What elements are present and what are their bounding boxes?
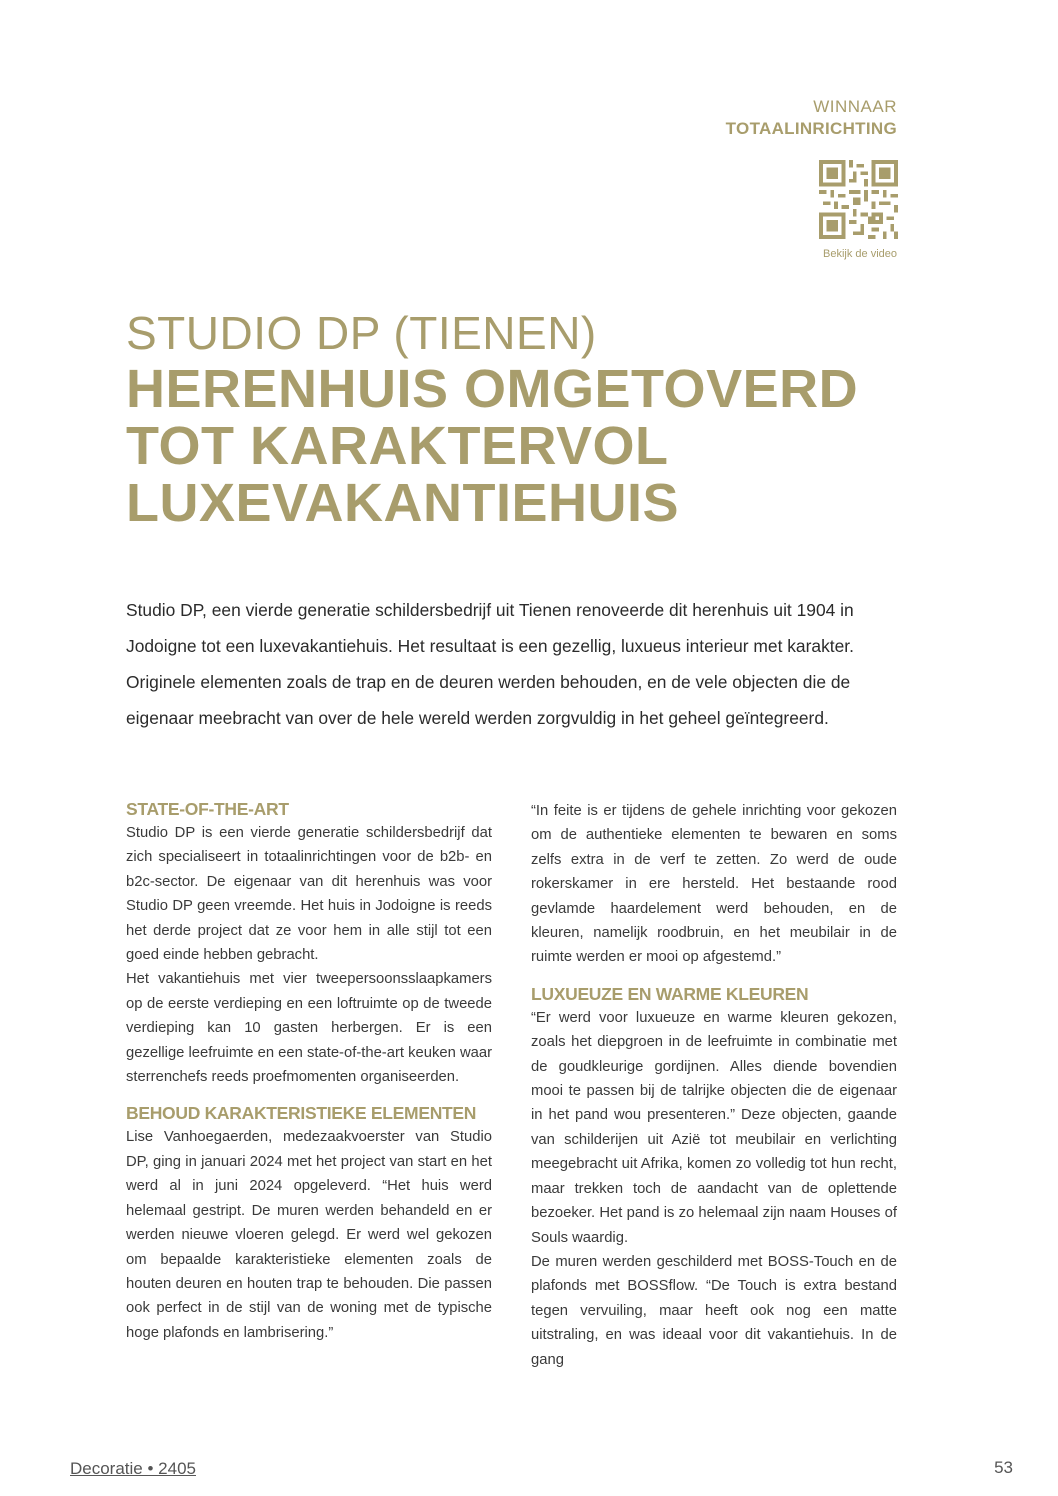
section-heading: BEHOUD KARAKTERISTIEKE ELEMENTEN — [126, 1103, 477, 1124]
body-paragraph: De muren werden geschilderd met BOSS-Touch en de plafonds met BOSSflow. “De Touch is extra bestand tegen vervuiling, maar heeft ook nog een matte uitstraling, en was ideaal voor dit vakantiehuis. In de gang — [531, 1253, 897, 1368]
award-label: WINNAAR — [813, 97, 897, 116]
section-heading: LUXUEUZE EN WARME KLEUREN — [531, 983, 809, 1004]
body-paragraph: Studio DP is een vierde generatie schildersbedrijf dat zich specialiseert in totaalinrichtingen voor de b2b- en b2c-sector. De eigenaar van dit herenhuis was voor Studio DP geen vreemde. Het huis in Jodoigne is reeds het derde project dat ze voor hem in alle stijl tot een goed einde hebben gebracht. — [126, 825, 492, 964]
right-column — [531, 799, 897, 1372]
article-title — [126, 305, 946, 532]
intro-text: Studio DP, een vierde generatie schildersbedrijf uit Tienen renoveerde dit herenhuis uit 1904 in Jodoigne tot een luxevakantiehuis. Het resultaat is een gezellig, luxueus interieur met karakter. Originele elementen zoals de trap en de deuren werden behouden, en de vele objecten die de eigenaar meebracht van over de hele wereld werden zorgvuldig in het geheel geïntegreerd. — [126, 600, 854, 728]
award-category: TOTAALINRICHTING — [725, 119, 897, 138]
body-paragraph: Lise Vanhoegaerden, medezaakvoerster van Studio DP, ging in januari 2024 met het project van start en het werd al in juni 2024 opgeleverd. “Het huis werd helemaal gestript. De muren werden behandeld en er werden nieuwe vloeren gelegd. Er werd wel gekozen om bepaalde karakteristieke elementen zoals de houten deuren en houten trap te behouden. Die passen ook perfect in de stijl van de woning met de typische hoge plafonds en lambrisering.” — [126, 1129, 492, 1341]
page-number: 53 — [994, 1458, 1013, 1477]
body-paragraph: “Er werd voor luxueuze en warme kleuren gekozen, zoals het diepgroen in de leefruimte in combinatie met de goudkleurige gordijnen. Alles diende bovendien mooi te passen bij de talrijke objecten die de eigenaar in het pand wou presenteren.” Deze objecten, gaande van schilderijen uit Azië tot meubilair en verlichting meegebracht uit Afrika, komen zo volledig tot hun recht, maar trekken toch de aandacht van de oplettende bezoeker. Het pand is zo helemaal zijn naam Houses of Souls waardig. — [531, 1009, 897, 1246]
body-paragraph: Het vakantiehuis met vier tweepersoonsslaapkamers op de eerste verdieping en een loftruimte op de tweede verdieping kan 10 gasten herbergen. Er is een gezellige leefruimte en een state-of-the-art keuken waar sterrenchefs reeds proefmomenten organiseerden. — [126, 971, 493, 1086]
qr-caption[interactable]: Bekijk de video — [823, 248, 897, 260]
section-heading: STATE-OF-THE-ART — [126, 799, 289, 819]
left-column — [126, 797, 492, 1345]
title-line: LUXEVAKANTIEHUIS — [126, 473, 680, 533]
qr-code-icon[interactable] — [819, 160, 898, 239]
publication-link[interactable]: Decoratie • 2405 — [70, 1459, 196, 1478]
intro-paragraph — [126, 592, 896, 736]
title-line: TOT KARAKTERVOL — [126, 416, 669, 476]
award-block — [726, 96, 897, 140]
body-paragraph: “In feite is er tijdens de gehele inrichting voor gekozen om de authentieke elementen te bewaren en soms zelfs extra in de verf te zetten. Zo werd de oude rokerskamer in ere hersteld. Het bestaande rood gevlamde haardelement werd behouden, en de kleuren, namelijk roodbruin, en het meubilair in de ruimte werden er mooi op afgestemd.” — [531, 803, 897, 966]
title-line: HERENHUIS OMGETOVERD — [126, 359, 859, 419]
title-kicker: STUDIO DP (TIENEN) — [126, 307, 597, 359]
